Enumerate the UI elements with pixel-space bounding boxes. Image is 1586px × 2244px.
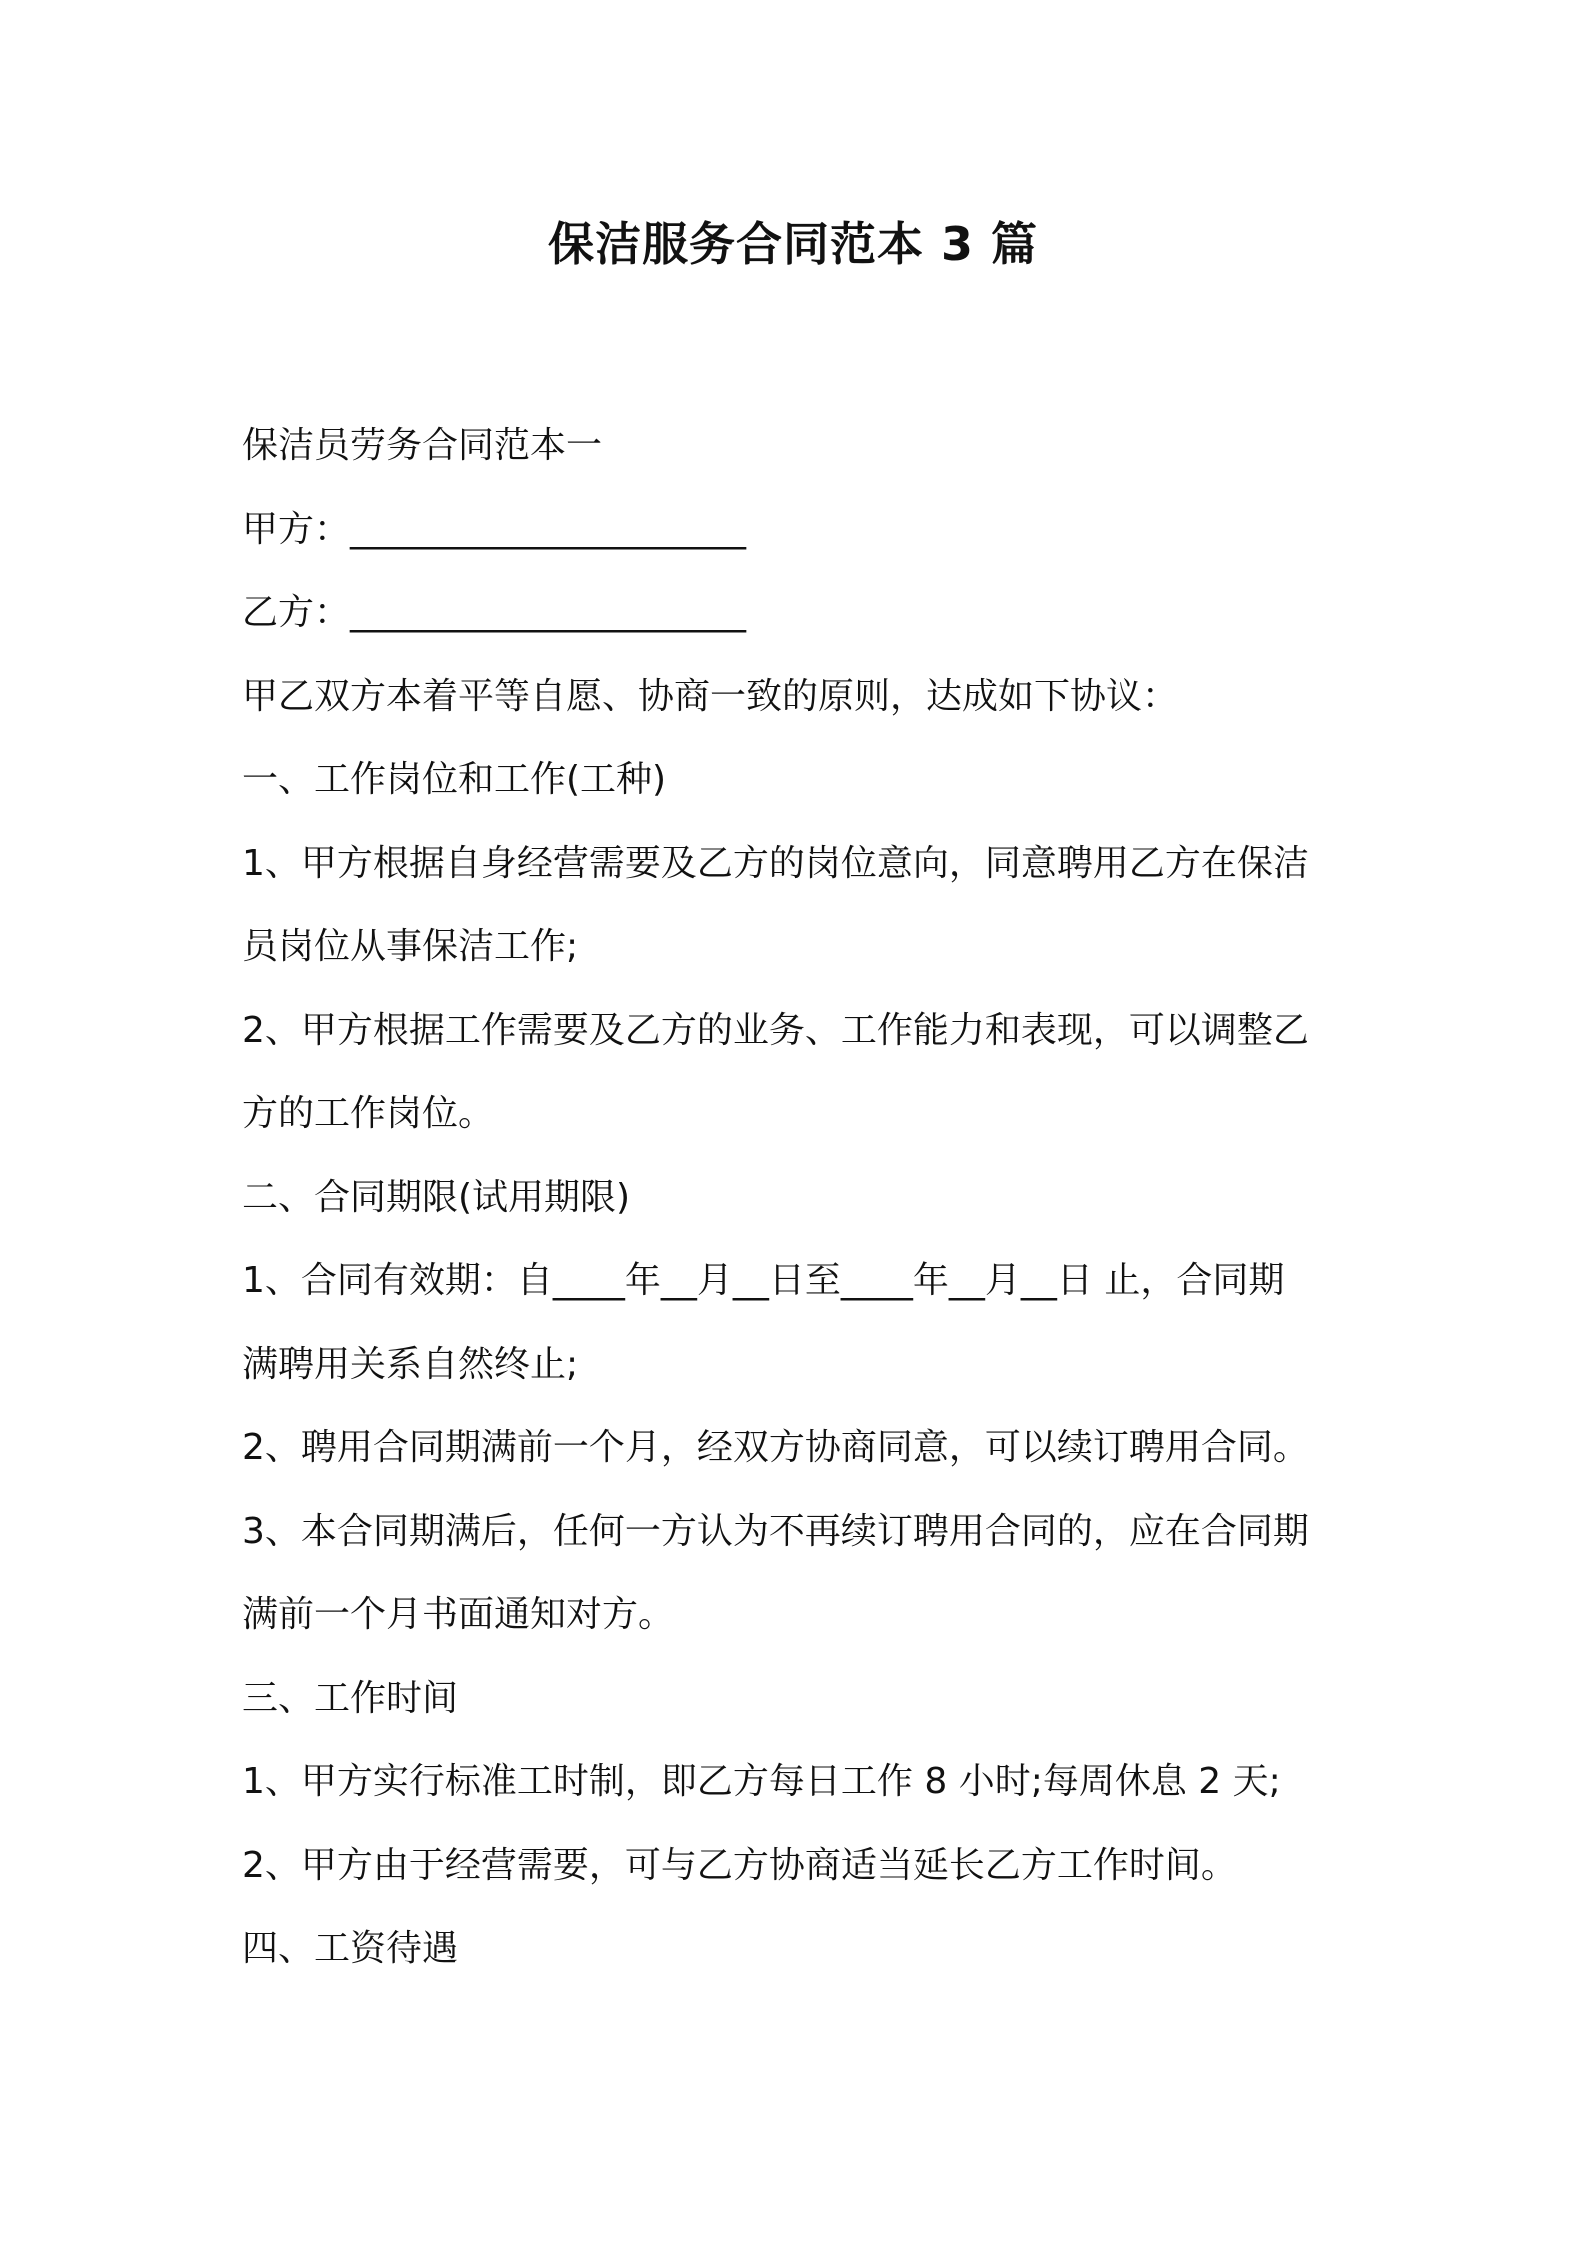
- paragraph-line: 方的工作岗位。: [242, 1093, 495, 1134]
- paragraph-line: 1、甲方实行标准工时制，即乙方每日工作 8 小时;每周休息 2 天;: [242, 1761, 1281, 1802]
- paragraph-line: 1、甲方根据自身经营需要及乙方的岗位意向，同意聘用乙方在保洁: [242, 842, 1309, 884]
- document-title: 保洁服务合同范本 3 篇: [547, 217, 1039, 271]
- party-b-line: 乙方：______________________: [242, 592, 747, 633]
- paragraph-line: 2、甲方根据工作需要及乙方的业务、工作能力和表现，可以调整乙: [242, 1009, 1309, 1051]
- document-body: [242, 404, 1362, 1991]
- paragraph-line: 满前一个月书面通知对方。: [242, 1594, 675, 1635]
- paragraph-line: 3、本合同期满后，任何一方认为不再续订聘用合同的，应在合同期: [242, 1510, 1309, 1552]
- preamble-paragraph: 甲乙双方本着平等自愿、协商一致的原则，达成如下协议：: [242, 675, 1179, 717]
- paragraph-line: 2、聘用合同期满前一个月，经双方协商同意，可以续订聘用合同。: [242, 1427, 1309, 1468]
- section-heading-wages: 四、工资待遇: [242, 1928, 459, 1969]
- paragraph-line: 员岗位从事保洁工作;: [242, 926, 579, 967]
- party-a-line: 甲方：______________________: [242, 508, 747, 550]
- section-heading-term: 二、合同期限(试用期限): [242, 1176, 631, 1218]
- section-heading-position: 一、工作岗位和工作(工种): [242, 759, 667, 800]
- paragraph-line: 满聘用关系自然终止;: [242, 1343, 579, 1385]
- section-heading-contract-one: 保洁员劳务合同范本一: [242, 425, 603, 466]
- section-heading-working-hours: 三、工作时间: [242, 1677, 459, 1719]
- paragraph-line: 1、合同有效期：自____年__月__日至____年__月__日 止，合同期: [242, 1260, 1285, 1301]
- paragraph-line: 2、甲方由于经营需要，可与乙方协商适当延长乙方工作时间。: [242, 1844, 1237, 1886]
